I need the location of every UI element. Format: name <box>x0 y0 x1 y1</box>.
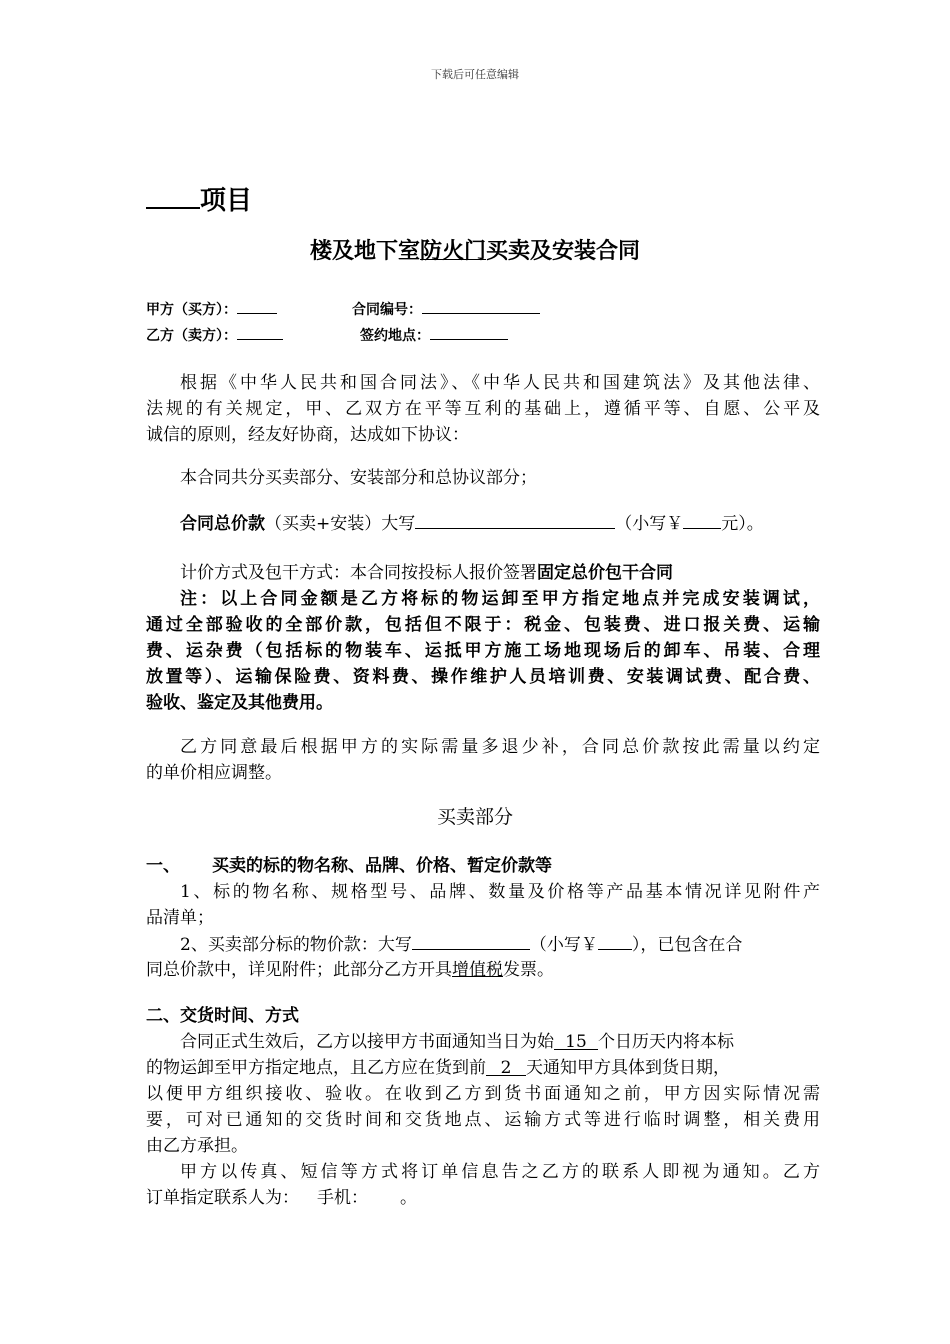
intro-line-3: 诚信的原则，经友好协商，达成如下协议： <box>146 425 469 445</box>
s2-days-notice: 2 <box>486 1055 526 1076</box>
title-underlined: 防火门 <box>419 238 486 264</box>
project-suffix: 项目 <box>200 186 253 216</box>
contract-no-label: 合同编号： <box>352 302 422 318</box>
note-line-4: 放置等）、运输保险费、资料费、操作维护人员培训费、安装调试费、配合费、 <box>146 667 820 687</box>
s2-p1-text-b: 个日历天内将本标 <box>598 1032 734 1052</box>
s1-p2-text-a: 2、买卖部分标的物价款：大写 <box>180 935 412 955</box>
s2-contact-label: 订单指定联系人为： <box>146 1188 299 1208</box>
total-price-unit: 元）。 <box>721 514 764 534</box>
s2-p2-line-1: 甲方以传真、短信等方式将订单信息告之乙方的联系人即视为通知。乙方 <box>180 1162 820 1182</box>
adjust-line-2: 的单价相应调整。 <box>146 763 282 783</box>
sign-place-blank <box>430 325 508 340</box>
party-a-label: 甲方（买方）： <box>146 302 237 318</box>
project-title <box>146 180 252 217</box>
s1-p2-line-1 <box>180 931 742 959</box>
sign-place <box>360 325 508 345</box>
s1-price-number-blank <box>598 931 632 950</box>
s2-period: 。 <box>400 1188 417 1208</box>
s1-number: 一、 <box>146 856 180 876</box>
contract-no-blank <box>422 299 540 314</box>
s2-p1-line2-text-a: 的物运卸至甲方指定地点，且乙方应在货到前 <box>146 1058 486 1078</box>
title-suffix: 买卖及安装合同 <box>486 238 641 264</box>
s2-p1-line-5: 由乙方承担。 <box>146 1136 248 1156</box>
party-b-blank <box>237 325 283 340</box>
s2-p1-line-4: 要，可对已通知的交货时间和交货地点、运输方式等进行临时调整，相关费用 <box>146 1110 820 1130</box>
intro-line-2: 法规的有关规定，甲、乙双方在平等互利的基础上，遵循平等、自愿、公平及 <box>146 399 820 419</box>
pricing-text: 计价方式及包干方式：本合同按投标人报价签署 <box>180 563 537 583</box>
s1-price-words-blank <box>412 931 530 950</box>
s2-p1-text-a: 合同正式生效后，乙方以接甲方书面通知当日为始 <box>180 1032 554 1052</box>
project-name-blank <box>146 185 200 209</box>
note-line-5: 验收、鉴定及其他费用。 <box>146 693 333 713</box>
party-b-label: 乙方（卖方）： <box>146 328 237 344</box>
s1-p2-line2-text-b: 发票。 <box>503 960 554 980</box>
s2-p1-line2-text-b: 天通知甲方具体到货日期， <box>526 1058 730 1078</box>
intro-parts: 本合同共分买卖部分、安装部分和总协议部分； <box>180 468 537 488</box>
s1-p1-line-1: 1、标的物名称、规格型号、品牌、数量及价格等产品基本情况详见附件产 <box>180 882 820 902</box>
note-line-1: 注：以上合同金额是乙方将标的物运卸至甲方指定地点并完成安装调试， <box>180 589 820 609</box>
s1-p2-text-c: ），已包含在合 <box>631 935 743 955</box>
intro-line-1: 根据《中华人民共和国合同法》、《中华人民共和国建筑法》及其他法律、 <box>180 373 820 393</box>
s2-days-delivery: 15 <box>554 1029 598 1050</box>
s1-p2-vat: 增值税 <box>452 960 503 980</box>
pricing-line <box>180 560 673 587</box>
s1-title: 买卖的标的物名称、品牌、价格、暂定价款等 <box>212 856 552 876</box>
contract-title <box>0 234 950 265</box>
s2-p1-line-1 <box>180 1029 734 1056</box>
s2-p1-line-2 <box>146 1055 730 1082</box>
total-price-small: （小写￥ <box>615 514 684 534</box>
sign-place-label: 签约地点： <box>360 328 430 344</box>
s1-p2-text-b: （小写￥ <box>529 935 598 955</box>
title-prefix: 楼及地下室 <box>309 238 420 264</box>
party-b <box>146 325 283 345</box>
s2-title: 二、交货时间、方式 <box>146 1006 299 1026</box>
adjust-line-1: 乙方同意最后根据甲方的实际需量多退少补，合同总价款按此需量以约定 <box>180 737 820 757</box>
s1-p1-line-2: 品清单； <box>146 908 214 928</box>
total-price-words-blank <box>415 510 615 529</box>
s1-p2-line-2 <box>146 957 554 984</box>
pricing-bold: 固定总价包干合同 <box>537 563 673 583</box>
total-price-line <box>180 510 764 538</box>
note-line-3: 费、运杂费（包括标的物装车、运抵甲方施工场地现场后的卸车、吊装、合理 <box>146 641 820 661</box>
s2-phone-label: 手机： <box>317 1188 368 1208</box>
section-heading-sale: 买卖部分 <box>436 806 513 828</box>
party-a-blank <box>237 299 277 314</box>
note-line-2: 通过全部验收的全部价款，包括但不限于：税金、包装费、进口报关费、运输 <box>146 615 820 635</box>
total-price-text: （买卖+安装）大写 <box>265 514 416 534</box>
s2-p2-line-2 <box>146 1185 417 1212</box>
contract-no <box>352 299 540 319</box>
s1-p2-line2-text-a: 同总价款中，详见附件；此部分乙方开具 <box>146 960 452 980</box>
header-note: 下载后可任意编辑 <box>431 68 519 81</box>
party-a <box>146 299 277 319</box>
total-price-label: 合同总价款 <box>180 514 265 534</box>
s2-p1-line-3: 以便甲方组织接收、验收。在收到乙方到货书面通知之前，甲方因实际情况需 <box>146 1084 820 1104</box>
total-price-number-blank <box>683 510 721 529</box>
